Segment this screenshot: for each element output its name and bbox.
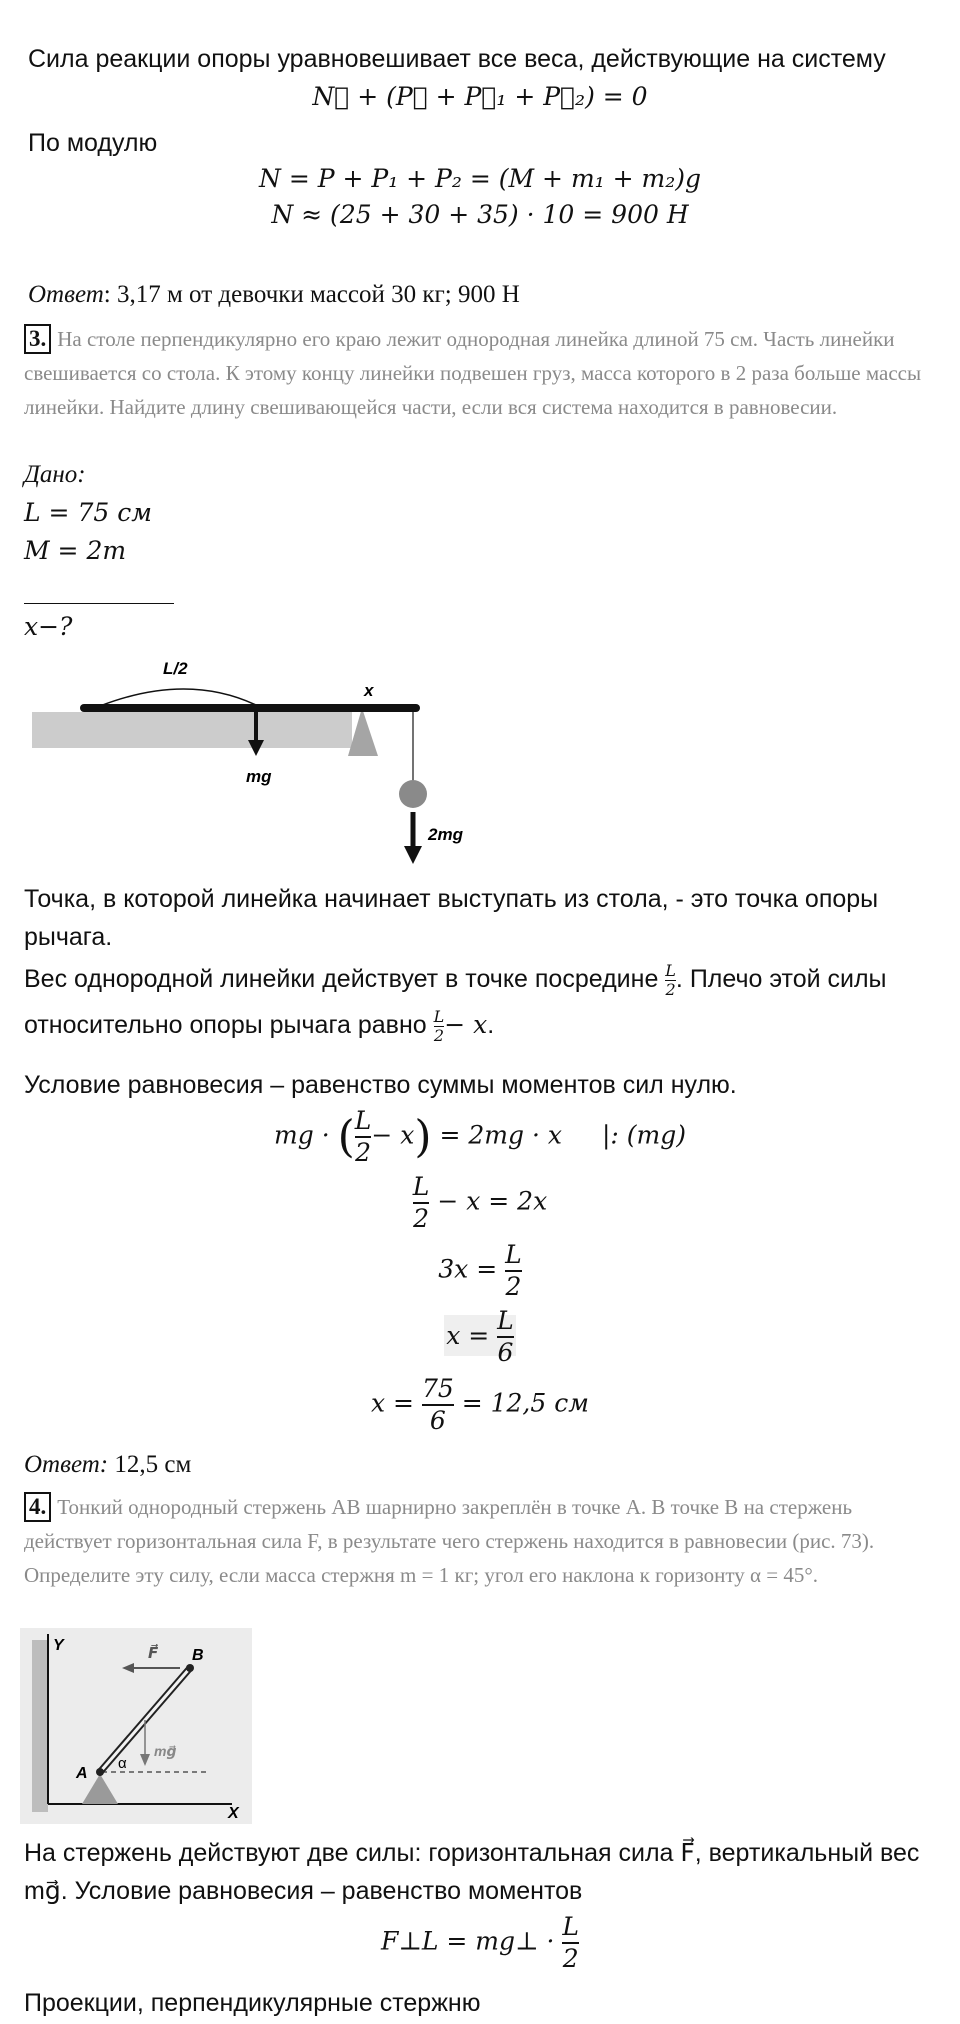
label-alpha: α	[118, 1755, 127, 1772]
find-x: x−?	[24, 612, 73, 641]
fraction-L-2: $\frac{L}{2}$	[665, 960, 676, 999]
fraction-L-2-eq3: $\frac{L}{2}$	[505, 1240, 522, 1301]
text-weight-arm: Вес однородной линейки действует в точке посредине $\frac{L}{2}$ . Плечо этой силы относительно опоры рычага равно $\frac{L}{2}$ − x.	[24, 960, 887, 1045]
given-L: L = 75 см	[24, 498, 152, 527]
text-forces: На стержень действуют две силы: горизонтальная сила F⃗, вертикальный вес mg⃗. Условие равновесия – равенство моментов	[24, 1839, 920, 1905]
task-number: 4.	[24, 1492, 51, 1522]
label-2mg: 2mg	[428, 825, 463, 844]
label-F: F⃗	[148, 1645, 159, 1662]
lever-diagram	[28, 652, 488, 872]
answer-1	[28, 276, 520, 314]
table	[32, 712, 352, 748]
equation-torque-balance: F⊥L = mg⊥ · $\frac{L}{2}$	[381, 1912, 579, 1973]
task-text: На столе перпендикулярно его краю лежит однородная линейка длиной 75 см. Часть линейки свешивается со стола. К этому концу линейки подвешен груз, масса которого в 2 раза больше массы линейки. Найдите длину свешивающейся части, если вся система находится в равновесии.	[24, 327, 922, 419]
fraction-L-2-b: $\frac{L}{2}$	[433, 1006, 445, 1045]
equation-simplified: $\frac{L}{2}$ − x = 2x	[412, 1172, 548, 1233]
task-number: 3.	[24, 324, 51, 354]
label-X: X	[228, 1805, 239, 1822]
text-support-point: Точка, в которой линейка начинает выступать из стола, - это точка опоры рычага.	[24, 885, 879, 951]
answer-label: Ответ	[28, 281, 104, 308]
half-length-arc	[100, 689, 258, 706]
weight-text-b: . Плечо этой силы относительно опоры рычага равно	[24, 965, 887, 1039]
given-divider	[24, 603, 174, 604]
label-L-half: L/2	[163, 659, 188, 678]
fraction-L-2-eq1: $\frac{L}{2}$	[354, 1106, 372, 1167]
answer-text: : 3,17 м от девочки массой 30 кг; 900 Н	[103, 281, 520, 308]
fraction-L-2-eq6: $\frac{L}{2}$	[562, 1912, 579, 1973]
wall	[32, 1640, 48, 1812]
2mg-arrow-head	[404, 846, 422, 864]
text-reaction-force: Сила реакции опоры уравновешивает все веса, действующие на систему	[28, 45, 886, 73]
minus-x: − x	[444, 1010, 488, 1039]
weight-text-a: Вес однородной линейки действует в точке посредине	[24, 965, 666, 993]
rod-diagram	[20, 1628, 252, 1824]
fraction-L-6: $\frac{L}{6}$	[497, 1306, 514, 1367]
equation-N-sum: N = P + P₁ + P₂ = (M + m₁ + m₂)g	[259, 164, 701, 193]
label-x: x	[364, 681, 374, 700]
hinge-point	[96, 1768, 104, 1776]
label-mg: mg⃗	[154, 1743, 177, 1759]
given-label: Дано:	[24, 461, 86, 488]
equation-3x: 3x = $\frac{L}{2}$	[438, 1240, 522, 1301]
point-B	[186, 1664, 194, 1672]
fraction-75-6: $\frac{75}{6}$	[421, 1374, 454, 1435]
equation-x-value: x = $\frac{75}{6}$ = 12,5 см	[371, 1374, 589, 1435]
equation-vector-sum: N⃗ + (P⃗ + P⃗₁ + P⃗₂) = 0	[312, 82, 648, 111]
given-M: M = 2m	[24, 536, 127, 565]
task-4	[24, 1490, 944, 1592]
equation-x-L6: x = $\frac{L}{6}$	[446, 1306, 514, 1367]
text-projections: Проекции, перпендикулярные стержню	[24, 1989, 481, 2017]
task-3	[24, 322, 939, 424]
weight-ball	[399, 780, 427, 808]
equation-moments: mg · ( $\frac{L}{2}$ − x) = 2mg · x |: (mg)	[274, 1106, 686, 1167]
label-A: A	[76, 1765, 88, 1782]
fraction-L-2-eq2: $\frac{L}{2}$	[412, 1172, 430, 1233]
label-B: B	[192, 1647, 204, 1664]
text-equilibrium-condition: Условие равновесия – равенство суммы моментов сил нулю.	[24, 1071, 737, 1099]
label-mg: mg	[246, 767, 272, 786]
label-Y: Y	[53, 1637, 64, 1654]
task-text: Тонкий однородный стержень AB шарнирно закреплён в точке A. В точке B на стержень действует горизонтальная сила F, в результате чего стержень находится в равновесии (рис. 73). Определите эту силу, если масса стержня m = 1 кг; угол его наклона к горизонту α = 45°.	[24, 1495, 875, 1587]
pivot-triangle	[348, 708, 378, 756]
answer-2: Ответ: 12,5 см	[24, 1451, 192, 1478]
text-po-modulu: По модулю	[28, 129, 158, 157]
equation-N-value: N ≈ (25 + 30 + 35) · 10 = 900 Н	[271, 200, 689, 229]
